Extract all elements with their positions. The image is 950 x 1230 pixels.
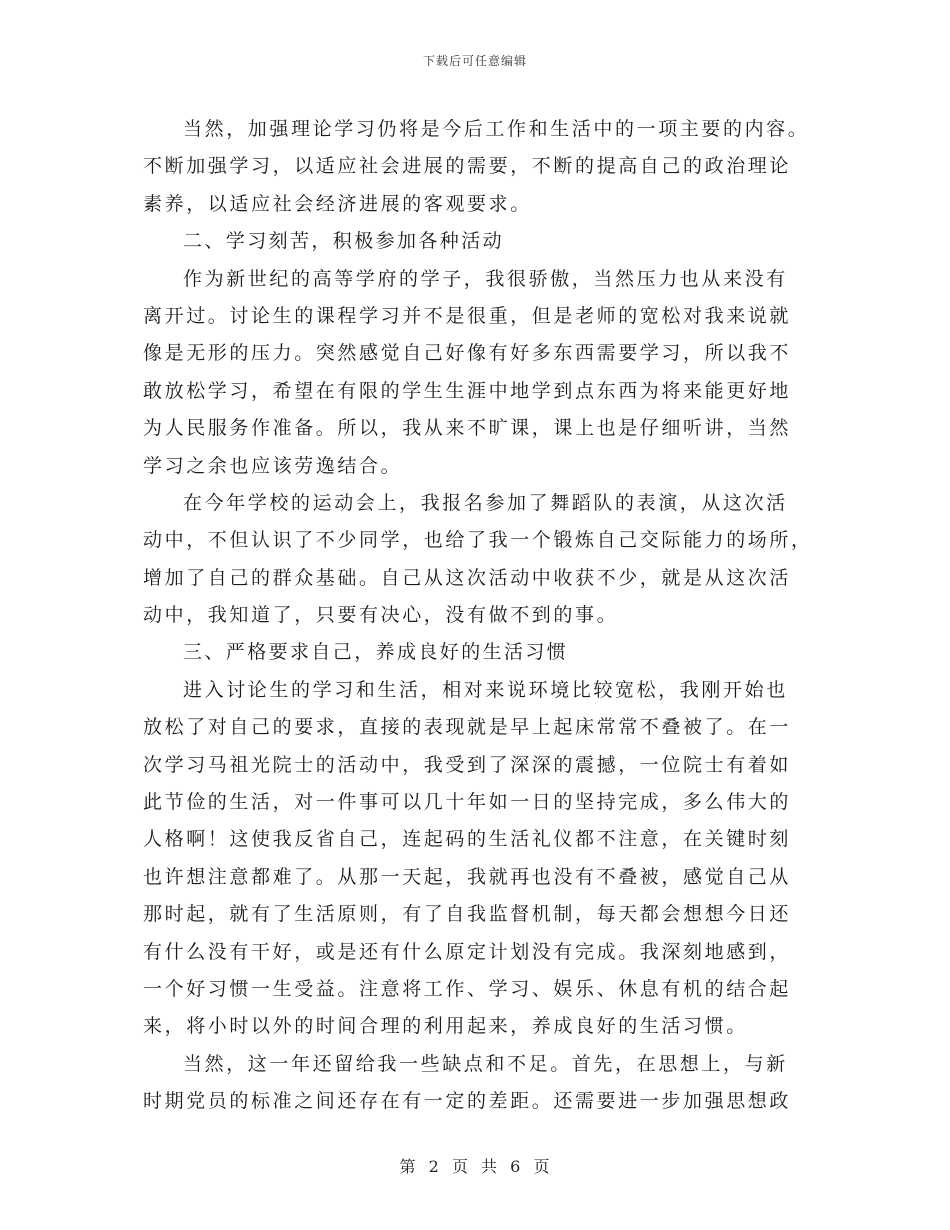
text-line: 进入讨论生的学习和生活，相对来说环境比较宽松，我刚开始也: [183, 678, 788, 701]
text-line: 人格啊！这使我反省自己，连起码的生活礼仪都不注意，在关键时刻: [143, 828, 792, 851]
text-line: 动中，不但认识了不少同学，也给了我一个锻炼自己交际能力的场所，: [143, 529, 813, 552]
total-prefix: 共: [481, 1157, 499, 1176]
text-line: 动中，我知道了，只要有决心，没有做不到的事。: [143, 604, 619, 627]
text-line: 学习之余也应该劳逸结合。: [143, 454, 403, 477]
text-line: 敢放松学习，希望在有限的学生生涯中地学到点东西为将来能更好地: [143, 379, 792, 402]
text-line: 此节俭的生活，对一件事可以几十年如一日的坚持完成，多么伟大的: [143, 791, 792, 814]
page-suffix: 页: [533, 1157, 551, 1176]
text-line: 时期党员的标准之间还存在有一定的差距。还需要进一步加强思想政: [143, 1090, 792, 1113]
document-body: [143, 111, 813, 1121]
text-line: 离开过。讨论生的课程学习并不是很重，但是老师的宽松对我来说就: [143, 304, 792, 327]
page-word: 页: [451, 1157, 469, 1176]
text-line: 当然，这一年还留给我一些缺点和不足。首先，在思想上，与新: [183, 1052, 788, 1075]
total-pages-number: 6: [510, 1157, 522, 1176]
text-line: 一个好习惯一生受益。注意将工作、学习、娱乐、休息有机的结合起: [143, 977, 792, 1000]
page-footer: [0, 1154, 950, 1177]
text-line: 次学习马祖光院士的活动中，我受到了深深的震撼，一位院士有着如: [143, 753, 792, 776]
text-line: 放松了对自己的要求，直接的表现就是早上起床常常不叠被了。在一: [143, 716, 792, 739]
text-line: 也许想注意都难了。从那一天起，我就再也没有不叠被，感觉自己从: [143, 865, 792, 888]
text-line: 那时起，就有了生活原则，有了自我监督机制，每天都会想想今日还: [143, 903, 792, 926]
page-prefix: 第: [399, 1157, 417, 1176]
section-heading: 二、学习刻苦，积极参加各种活动: [183, 230, 505, 253]
text-line: 不断加强学习，以适应社会进展的需要，不断的提高自己的政治理论: [143, 155, 792, 178]
text-line: 有什么没有干好，或是还有什么原定计划没有完成。我深刻地感到，: [143, 940, 792, 963]
text-line: 为人民服务作准备。所以，我从来不旷课，课上也是仔细听讲，当然: [143, 417, 792, 440]
text-line: 来，将小时以外的时间合理的利用起来，养成良好的生活习惯。: [143, 1015, 748, 1038]
section-heading: 三、严格要求自己，养成良好的生活习惯: [183, 641, 569, 664]
current-page-number: 2: [428, 1157, 440, 1176]
text-line: 素养，以适应社会经济进展的客观要求。: [143, 192, 532, 215]
text-line: 在今年学校的运动会上，我报名参加了舞蹈队的表演，从这次活: [183, 491, 788, 514]
text-line: 作为新世纪的高等学府的学子，我很骄傲，当然压力也从来没有: [183, 267, 788, 290]
text-line: 当然，加强理论学习仍将是今后工作和生活中的一项主要的内容。: [183, 118, 810, 140]
text-line: 增加了自己的群众基础。自己从这次活动中收获不少，就是从这次活: [143, 566, 792, 589]
page-header: 下载后可任意编辑: [422, 54, 527, 68]
text-line: 像是无形的压力。突然感觉自己好像有好多东西需要学习，所以我不: [143, 342, 792, 365]
